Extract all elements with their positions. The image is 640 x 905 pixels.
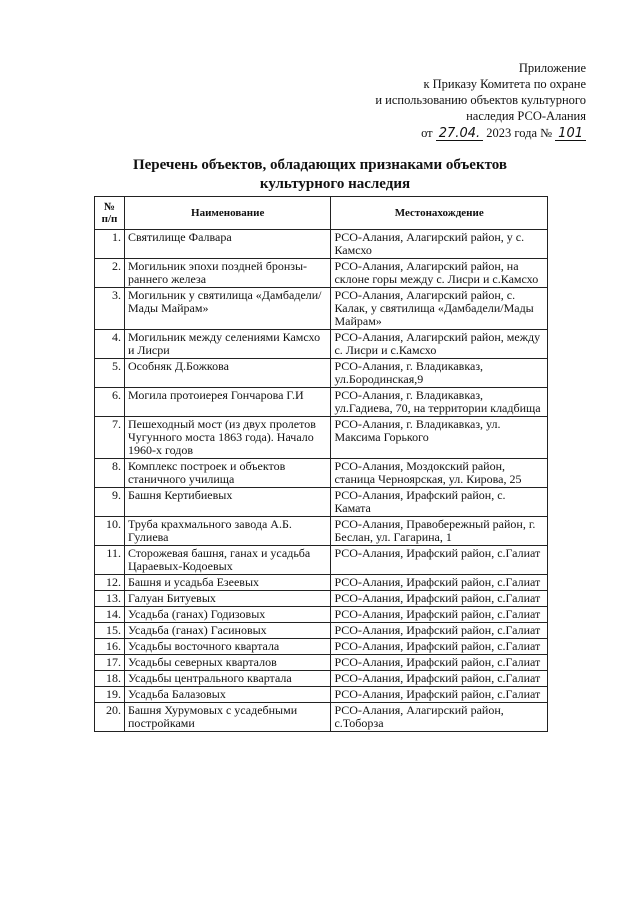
table-row	[95, 417, 548, 459]
row-number: 20.	[95, 703, 125, 732]
table-row	[95, 330, 548, 359]
object-location: РСО-Алания, Ирафский район, с.Галиат	[331, 671, 548, 687]
row-number: 5.	[95, 359, 125, 388]
row-number: 3.	[95, 288, 125, 330]
row-number: 15.	[95, 623, 125, 639]
title-line-2: культурного наследия	[259, 176, 411, 192]
appendix-committee-line: и использованию объектов культурного	[375, 93, 586, 107]
object-name: Галуан Битуевых	[124, 591, 331, 607]
table-row	[95, 575, 548, 591]
table-header-row	[95, 197, 548, 230]
object-location: РСО-Алания, Правобережный район, г. Беслан, ул. Гагарина, 1	[331, 517, 548, 546]
row-number: 16.	[95, 639, 125, 655]
object-name: Могила протоиерея Гончарова Г.И	[124, 388, 331, 417]
table-row	[95, 488, 548, 517]
row-number: 9.	[95, 488, 125, 517]
appendix-label: Приложение	[518, 61, 586, 75]
appendix-order-line: к Приказу Комитета по охране	[423, 77, 586, 91]
object-location: РСО-Алания, Алагирский район, с. Калак, у святилища «Дамбадели/Мады Майрам»	[331, 288, 548, 330]
table-row	[95, 517, 548, 546]
table-row	[95, 591, 548, 607]
object-location: РСО-Алания, г. Владикавказ, ул. Максима Горького	[331, 417, 548, 459]
table-row	[95, 288, 548, 330]
table-row	[95, 359, 548, 388]
object-name: Усадьба Балазовых	[124, 687, 331, 703]
object-location: РСО-Алания, Ирафский район, с.Галиат	[331, 623, 548, 639]
object-name: Могильник у святилища «Дамбадели/Мады Майрам»	[124, 288, 331, 330]
object-name: Усадьба (ганах) Годизовых	[124, 607, 331, 623]
header-name: Наименование	[124, 197, 331, 230]
row-number: 4.	[95, 330, 125, 359]
table-row	[95, 655, 548, 671]
header-location: Местонахождение	[331, 197, 548, 230]
table-row	[95, 687, 548, 703]
row-number: 19.	[95, 687, 125, 703]
object-name: Пешеходный мост (из двух пролетов Чугунного моста 1863 года). Начало 1960-х годов	[124, 417, 331, 459]
appendix-region-line: наследия РСО-Алания	[466, 109, 586, 123]
object-location: РСО-Алания, Алагирский район, на склоне горы между с. Лисри и с.Камсхо	[331, 259, 548, 288]
object-name: Комплекс построек и объектов станичного училища	[124, 459, 331, 488]
object-name: Башня и усадьба Езеевых	[124, 575, 331, 591]
object-name: Усадьбы центрального квартала	[124, 671, 331, 687]
object-location: РСО-Алания, Ирафский район, с.Галиат	[331, 575, 548, 591]
object-location: РСО-Алания, Ирафский район, с.Галиат	[331, 655, 548, 671]
object-name: Башня Кертибиевых	[124, 488, 331, 517]
date-year-number-label: 2023 года №	[486, 126, 553, 140]
object-name: Усадьба (ганах) Гасиновых	[124, 623, 331, 639]
row-number: 12.	[95, 575, 125, 591]
row-number: 14.	[95, 607, 125, 623]
header-number-sign: №	[103, 201, 115, 213]
object-name: Святилище Фалвара	[124, 230, 331, 259]
row-number: 11.	[95, 546, 125, 575]
row-number: 8.	[95, 459, 125, 488]
row-number: 18.	[95, 671, 125, 687]
object-name: Могильник между селениями Камсхо и Лисри	[124, 330, 331, 359]
row-number: 17.	[95, 655, 125, 671]
table-row	[95, 607, 548, 623]
document-title	[0, 156, 640, 194]
date-prefix: от	[421, 126, 433, 140]
table-row	[95, 388, 548, 417]
object-name: Башня Хурумовых с усадебными постройками	[124, 703, 331, 732]
object-location: РСО-Алания, Ирафский район, с.Галиат	[331, 591, 548, 607]
object-location: РСО-Алания, Алагирский район, с.Тоборза	[331, 703, 548, 732]
object-name: Усадьбы восточного квартала	[124, 639, 331, 655]
row-number: 6.	[95, 388, 125, 417]
object-location: РСО-Алания, Ирафский район, с.Галиат	[331, 607, 548, 623]
row-number: 10.	[95, 517, 125, 546]
object-location: РСО-Алания, г. Владикавказ, ул.Бородинская,9	[331, 359, 548, 388]
row-number: 13.	[95, 591, 125, 607]
object-location: РСО-Алания, Алагирский район, у с. Камсхо	[331, 230, 548, 259]
table-row	[95, 623, 548, 639]
header-number	[95, 197, 125, 230]
object-location: РСО-Алания, Ирафский район, с.Галиат	[331, 546, 548, 575]
objects-table	[94, 196, 548, 732]
appendix-date-line	[346, 125, 586, 141]
object-name: Могильник эпохи поздней бронзы-раннего железа	[124, 259, 331, 288]
handwritten-date: 27.04.	[436, 127, 483, 141]
table-body	[95, 230, 548, 732]
table-row	[95, 230, 548, 259]
object-name: Сторожевая башня, ганах и усадьба Цараевых-Кодоевых	[124, 546, 331, 575]
table-row	[95, 546, 548, 575]
row-number: 1.	[95, 230, 125, 259]
object-location: РСО-Алания, Ирафский район, с.Галиат	[331, 639, 548, 655]
row-number: 2.	[95, 259, 125, 288]
object-name: Особняк Д.Божкова	[124, 359, 331, 388]
header-number-abbr: п/п	[101, 213, 118, 225]
title-line-1: Перечень объектов, обладающих признаками объектов	[132, 157, 507, 173]
appendix-header	[346, 60, 586, 141]
table-row	[95, 703, 548, 732]
object-location: РСО-Алания, Ирафский район, с. Камата	[331, 488, 548, 517]
object-location: РСО-Алания, Моздокский район, станица Черноярская, ул. Кирова, 25	[331, 459, 548, 488]
table-row	[95, 671, 548, 687]
table-row	[95, 259, 548, 288]
object-location: РСО-Алания, г. Владикавказ, ул.Гадиева, 70, на территории кладбища	[331, 388, 548, 417]
object-name: Усадьбы северных кварталов	[124, 655, 331, 671]
object-location: РСО-Алания, Ирафский район, с.Галиат	[331, 687, 548, 703]
table-row	[95, 639, 548, 655]
object-location: РСО-Алания, Алагирский район, между с. Лисри и с.Камсхо	[331, 330, 548, 359]
row-number: 7.	[95, 417, 125, 459]
handwritten-order-number: 101	[555, 127, 586, 141]
object-name: Труба крахмального завода А.Б. Гулиева	[124, 517, 331, 546]
table-row	[95, 459, 548, 488]
